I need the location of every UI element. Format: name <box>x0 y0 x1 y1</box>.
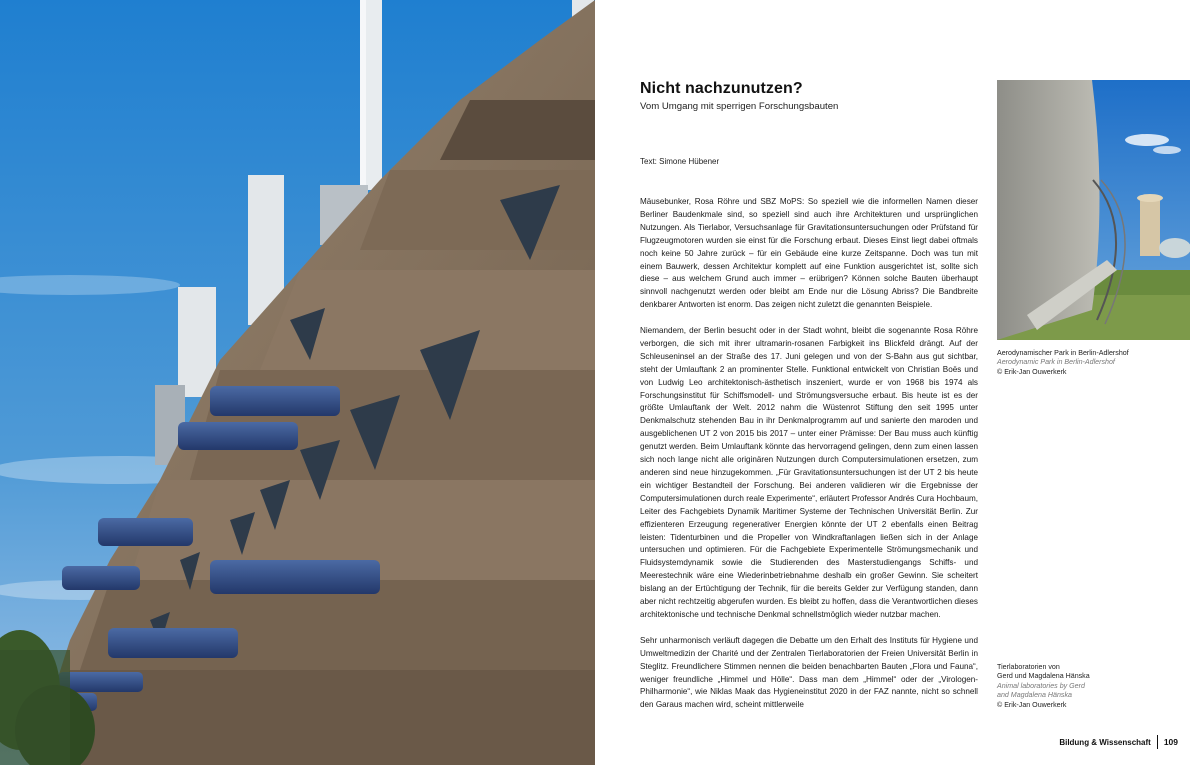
caption-bottom-de-2: Gerd und Magdalena Hänska <box>997 672 1090 681</box>
footer-section: Bildung & Wissenschaft <box>1059 737 1151 747</box>
body-paragraph: Mäusebunker, Rosa Röhre und SBZ MoPS: So speziell wie die informellen Namen dieser Berliner Baudenkmale sind, so speziell sind auch ihre Architekturen und ursprünglichen Nutzungen. Als Tierlabor, Versuchsanlage für Gravitationsuntersuchungen oder Prüfstand für Flugzeugmotoren wurden sie einst für die Forschung erbaut. Dieses Einst liegt dabei oftmals noch keine 50 Jahre zurück – für ein Gebäude eine kurze Zeitspanne. Doch was tun mit einem Bauwerk, dessen Architektur komplett auf eine Funktion ausgerichtet ist, sollte sich diese – aus welchem Grund auch immer – erübrigen? Können solche Bauten überhaupt sinnvoll nachgenutzt werden oder bleibt am Ende nur die Lösung Abriss? Die Bandbreite denkbarer Antworten ist enorm. Das zeigen nicht zuletzt die genannten Beispiele. <box>640 197 978 310</box>
caption-bottom-de-1: Tierlaboratorien von <box>997 663 1060 671</box>
page-number: 109 <box>1163 737 1178 747</box>
top-right-photo <box>997 80 1190 340</box>
caption-bottom-credit: © Erik-Jan Ouwerkerk <box>997 700 1067 709</box>
caption-top <box>997 349 1182 377</box>
article-body <box>640 196 978 725</box>
page-footer <box>1059 735 1178 749</box>
caption-bottom-en-1: Animal laboratories by Gerd <box>997 681 1085 690</box>
caption-top-credit: © Erik-Jan Ouwerkerk <box>997 367 1067 376</box>
caption-bottom <box>997 663 1182 710</box>
body-paragraph: Niemandem, der Berlin besucht oder in der Stadt wohnt, bleibt die sogenannte Rosa Röhre verborgen, die sich mit ihrer ultramarin-rosanen Farbigkeit ins Blickfeld drängt. Auf der Schleuseninsel an der Straße des 17. Juni gelegen und von der S-Bahn aus gut sichtbar, steht der Umlauftank 2 an prominenter Stelle. Funktional entwickelt von Christian Boës und von Ludwig Leo architektonisch-ästhetisch inszeniert, wurde er von 1968 bis 1974 als Forschungsinstitut für Schiffsmodell- und Strömungsversuche erbaut. Bis heute ist es der größte Umlauftank der Welt. 2012 nahm die Wüstenrot Stiftung den seit 1995 unter Denkmalschutz stehenden Bau in ihr Denkmalprogramm auf und sanierte den maroden und ausgeblichenen UT 2 von 2015 bis 2017 – unter einer Prämisse: Der Bau muss auch künftig genutzt werden. Beim Umlauftank könnte das hervorragend gelingen, denn zum einen lassen sich noch lange nicht alle originären Nutzungen durch Computersimulationen ersetzen, zum anderen sind neue hinzugekommen. „Für Gravitationsuntersuchungen ist der UT 2 bis heute ein wichtiger Bestandteil der Forschung. Bei anderen validieren wir die Ergebnisse der Computersimulationen durch reale Experimente“, erläutert Professor Andrés Cura Hochbaum, Leiter des Fachgebiets Dynamik Maritimer Systeme der Technischen Universität Berlin. Zur effizienteren Erzeugung regenerativer Energien könnte der UT 2 ebenfalls einen Beitrag leisten: Tidenturbinen und die Propeller von Windkraftanlagen ließen sich in der Anlage untersuchen und optimieren. Für die Fachgebiete Experimentelle Strömungsmechanik und Fluidsystemdynamik sowie die Studierenden des Masterstudiengangs Schiffs- und Meerestechnik wäre eine Wiederinbetriebnahme deshalb ein großer Gewinn. Sie scheitert bislang an der Ertüchtigung der Technik, für die bereits Gelder zur Verfügung standen, dann aber nicht rechtzeitig abgerufen wurden. Es bleibt zu hoffen, dass die Verantwortlichen dieses architektonische und technische Denkmal schnellstmöglich wieder nutzbar machen. <box>640 326 978 619</box>
article-subtitle: Vom Umgang mit sperrigen Forschungsbauten <box>640 101 839 112</box>
caption-bottom-en-2: and Magdalena Hänska <box>997 691 1072 700</box>
tower-photo-icon <box>997 80 1190 340</box>
article-byline: Text: Simone Hübener <box>640 157 720 166</box>
article-title: Nicht nachzunutzen? <box>640 80 803 97</box>
body-paragraph: Sehr unharmonisch verläuft dagegen die Debatte um den Erhalt des Instituts für Hygiene und Umweltmedizin der Charité und der Zentralen Tierlaboratorien der Freien Universität Berlin in Steglitz. Freundlichere Stimmen nennen die beiden benachbarten Bauten „Flora und Fauna“, weniger freundliche „Himmel und Hölle“. Dass man dem „Himmel“ oder der „Virologen-Philharmonie“, wie Niklas Maak das Hygieneinstitut 2020 in der FAZ nannte, nicht so schnell den Garaus machen wird, scheint mittlerweile <box>640 635 978 710</box>
caption-top-de: Aerodynamischer Park in Berlin-Adlershof <box>997 349 1129 357</box>
footer-divider <box>1157 735 1158 749</box>
caption-top-en: Aerodynamic Park in Berlin-Adlershof <box>997 358 1115 367</box>
right-page <box>595 0 1190 765</box>
